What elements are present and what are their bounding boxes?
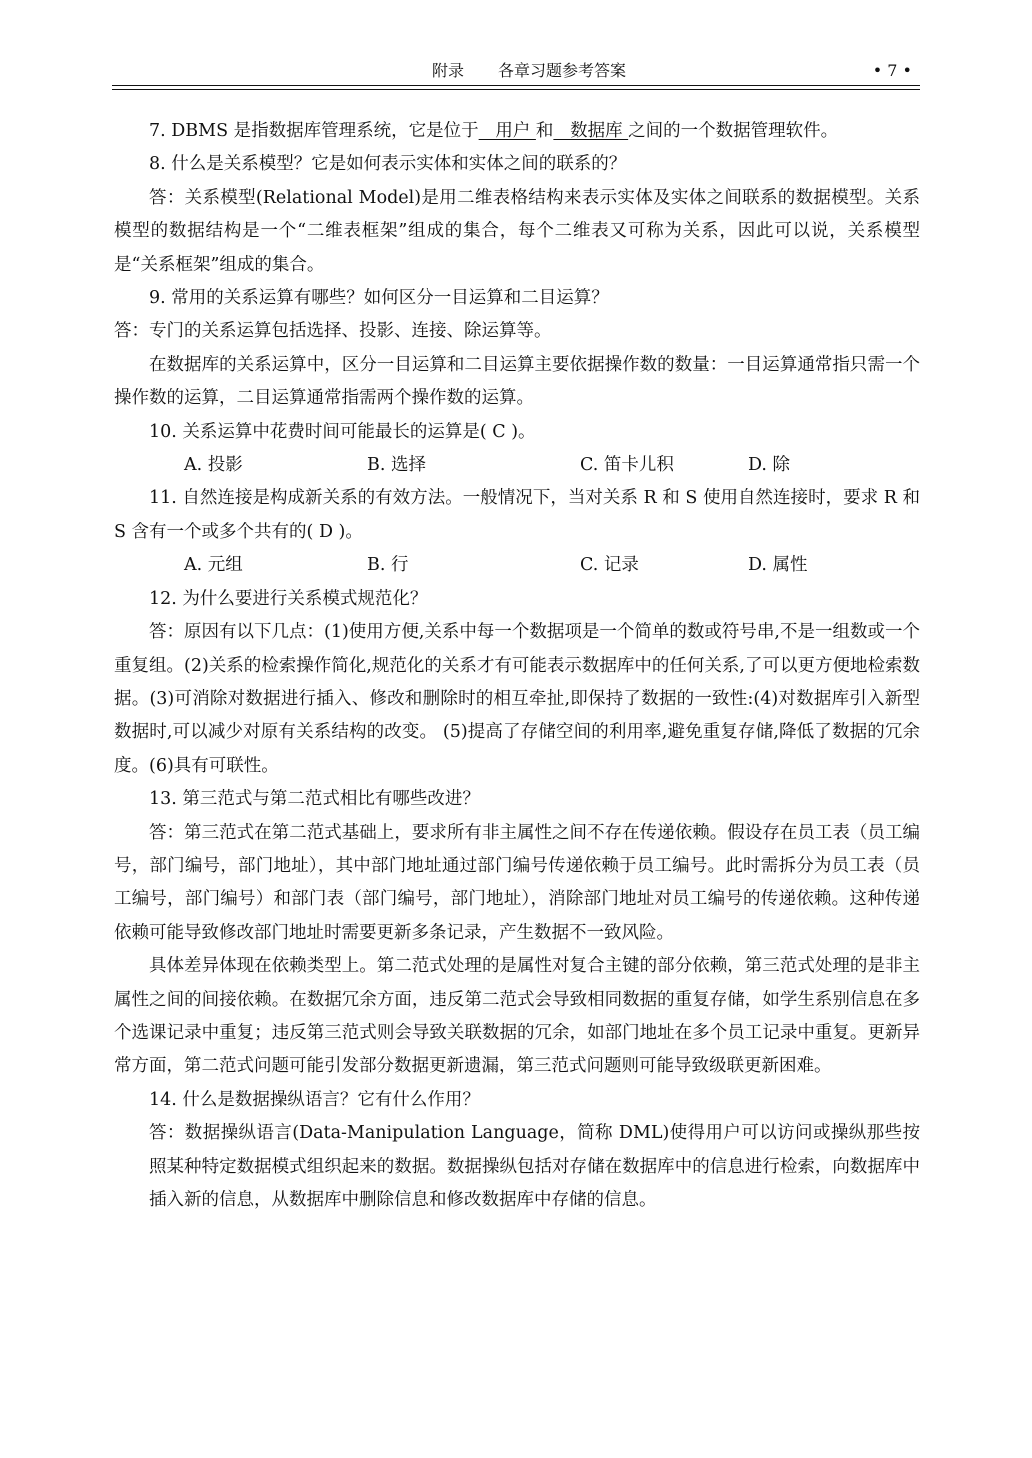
q7-text-mid: 和 — [535, 121, 554, 141]
answer-9-line-1: 答：专门的关系运算包括选择、投影、连接、除运算等。 — [114, 321, 552, 342]
header-rule-thick — [112, 85, 920, 86]
q7-blank-answer-1: 用户 — [478, 121, 536, 141]
question-10-options — [114, 449, 920, 482]
q7-text-before: 7. DBMS 是指数据库管理系统，它是位于 — [149, 121, 479, 141]
q11-option-c: C. 记录 — [580, 555, 639, 576]
q10-option-b: B. 选择 — [367, 455, 426, 476]
q10-option-a: A. 投影 — [184, 455, 243, 476]
page-body — [114, 115, 920, 1217]
answer-14: 答：数据操纵语言(Data-Manipulation Language，简称 DML)使得用户可以访问或操纵那些按照某种特定数据模式组织起来的数据。数据操纵包括对存储在数据库中的信息进行检索，向数据库中插入新的信息，从数据库中删除信息和修改数据库中存储的信息。 — [149, 1123, 920, 1210]
answer-13-paragraph-1: 答：第三范式在第二范式基础上，要求所有非主属性之间不存在传递依赖。假设存在员工表（员工编号，部门编号，部门地址），其中部门地址通过部门编号传递依赖于员工编号。此时需拆分为员工表（员工编号，部门编号）和部门表（部门编号，部门地址），消除部门地址对员工编号的传递依赖。这种传递依赖可能导致修改部门地址时需要更新多条记录，产生数据不一致风险。 — [114, 822, 920, 943]
header-rule-thin — [112, 89, 920, 90]
question-12: 12. 为什么要进行关系模式规范化？ — [149, 588, 428, 609]
header-section: 附录 — [432, 61, 465, 80]
question-14: 14. 什么是数据操纵语言？它有什么作用？ — [149, 1089, 480, 1110]
question-7 — [114, 115, 920, 148]
header-chapter-title: 各章习题参考答案 — [498, 61, 627, 80]
question-8: 8. 什么是关系模型？它是如何表示实体和实体之间的联系的？ — [149, 154, 627, 175]
answer-8: 答：关系模型(Relational Model)是用二维表格结构来表示实体及实体之间联系的数据模型。关系模型的数据结构是一个“二维表框架”组成的集合，每个二维表又可称为关系，因此可以说，关系模型是“关系框架”组成的集合。 — [114, 187, 920, 275]
page-number: • 7 • — [872, 61, 912, 80]
answer-12: 答：原因有以下几点：(1)使用方便,关系中每一个数据项是一个简单的数或符号串,不是一组数或一个重复组。(2)关系的检索操作简化,规范化的关系才有可能表示数据库中的任何关系,了可以更方便地检索数据。(3)可消除对数据进行插入、修改和删除时的相互牵扯,即保持了数据的一致性:(4)对数据库引入新型数据时,可以减少对原有关系结构的改变。 (5)提高了存储空间的利用率,避免重复存储,降低了数据的冗余度。(6)具有可联性。 — [114, 622, 920, 776]
q10-option-d: D. 除 — [748, 455, 791, 476]
running-header — [112, 58, 920, 84]
q11-option-b: B. 行 — [367, 555, 409, 576]
q11-option-d: D. 属性 — [748, 555, 808, 576]
header-title — [432, 58, 626, 84]
q11-option-a: A. 元组 — [184, 555, 243, 576]
question-9: 9. 常用的关系运算有哪些？如何区分一目运算和二目运算？ — [149, 288, 609, 309]
q7-text-after: 之间的一个数据管理软件。 — [628, 121, 839, 141]
answer-13-paragraph-2: 具体差异体现在依赖类型上。第二范式处理的是属性对复合主键的部分依赖，第三范式处理的是非主属性之间的间接依赖。在数据冗余方面，违反第二范式会导致相同数据的重复存储，如学生系别信息在多个选课记录中重复；违反第三范式则会导致关联数据的冗余，如部门地址在多个员工记录中重复。更新异常方面，第二范式问题可能引发部分数据更新遗漏，第三范式问题则可能导致级联更新困难。 — [114, 956, 920, 1077]
q10-option-c: C. 笛卡儿积 — [580, 455, 674, 476]
question-11-options — [114, 549, 920, 582]
question-11: 11. 自然连接是构成新关系的有效方法。一般情况下，当对关系 R 和 S 使用自然连接时，要求 R 和 S 含有一个或多个共有的( D )。 — [114, 488, 920, 542]
question-13: 13. 第三范式与第二范式相比有哪些改进？ — [149, 789, 480, 810]
q7-blank-answer-2: 数据库 — [553, 121, 629, 141]
answer-9-line-2: 在数据库的关系运算中，区分一目运算和二目运算主要依据操作数的数量：一目运算通常指只需一个操作数的运算，二目运算通常指需两个操作数的运算。 — [114, 354, 920, 409]
question-10: 10. 关系运算中花费时间可能最长的运算是( C )。 — [149, 421, 536, 442]
